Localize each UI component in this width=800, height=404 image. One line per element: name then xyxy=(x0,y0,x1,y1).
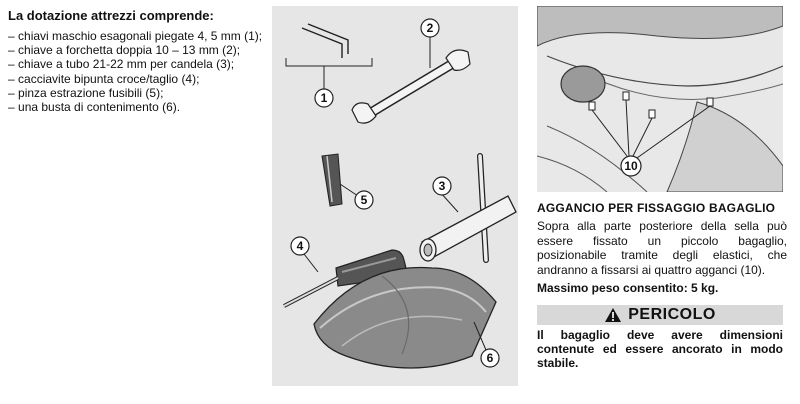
callout-label-6: 6 xyxy=(486,351,494,365)
danger-title: PERICOLO xyxy=(628,306,716,323)
list-item: – chiave a forchetta doppia 10 – 13 mm (2); xyxy=(8,43,270,57)
callout-label-10: 10 xyxy=(624,159,638,173)
list-item: – pinza estrazione fusibili (5); xyxy=(8,86,270,100)
socket-wrench-drawing xyxy=(420,156,516,261)
callout-label-1: 1 xyxy=(320,91,328,105)
luggage-body-text: Sopra alla parte posteriore della sella può essere fissato un piccolo bagaglio, posizionabile tramite degli elastici, che andranno a fissarsi ai quattro agganci (10). xyxy=(537,219,787,277)
fuse-puller-drawing xyxy=(322,154,358,206)
luggage-hooks-illustration xyxy=(537,6,783,192)
list-item: – chiavi maschio esagonali piegate 4, 5 mm (1); xyxy=(8,29,270,43)
allen-keys-drawing xyxy=(286,24,372,90)
tools-heading: La dotazione attrezzi comprende: xyxy=(8,8,214,23)
list-item: – una busta di contenimento (6). xyxy=(8,100,270,114)
danger-text: Il bagaglio deve avere dimensioni contenute ed essere ancorato in modo stabile. xyxy=(537,328,783,370)
max-weight-text: Massimo peso consentito: 5 kg. xyxy=(537,281,719,295)
tools-list xyxy=(8,29,270,114)
callout-label-3: 3 xyxy=(438,179,446,193)
callout-label-2: 2 xyxy=(426,21,434,35)
tools-illustration xyxy=(272,6,518,386)
luggage-section xyxy=(537,202,787,370)
callout-label-5: 5 xyxy=(360,193,368,207)
section-title: AGGANCIO PER FISSAGGIO BAGAGLIO xyxy=(537,201,776,215)
callout-label-4: 4 xyxy=(296,239,304,253)
seat-drawing xyxy=(537,6,783,192)
danger-banner xyxy=(537,305,783,325)
warning-triangle-icon xyxy=(604,307,622,323)
list-item: – chiave a tubo 21-22 mm per candela (3); xyxy=(8,57,270,71)
wrench-drawing xyxy=(352,36,470,123)
tools-section xyxy=(8,8,270,114)
list-item: – cacciavite bipunta croce/taglio (4); xyxy=(8,72,270,86)
